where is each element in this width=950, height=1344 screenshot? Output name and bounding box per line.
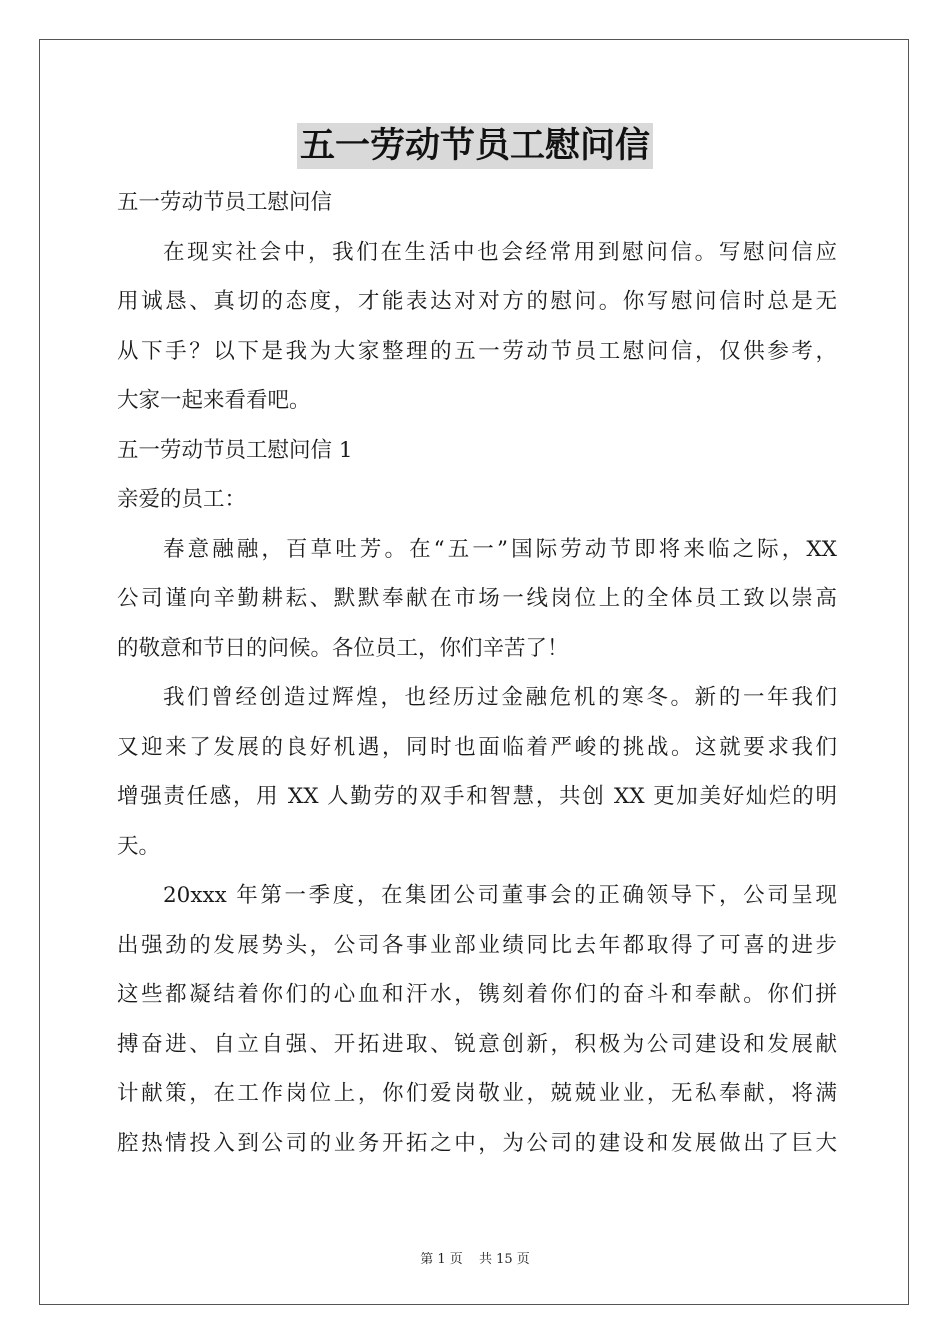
page-number: 第 1 页 xyxy=(420,1252,463,1267)
text-line: 用诚恳、真切的态度，才能表达对对方的慰问。你写慰问信时总是无 xyxy=(117,289,837,314)
document-body xyxy=(117,178,837,1168)
text-line: 20xxx 年第一季度，在集团公司董事会的正确领导下，公司呈现 xyxy=(163,883,837,908)
text-line: 出强劲的发展势头，公司各事业部业绩同比去年都取得了可喜的进步 xyxy=(117,932,837,958)
text-line: 在现实社会中，我们在生活中也会经常用到慰问信。写慰问信应 xyxy=(163,239,837,265)
text-line: 又迎来了发展的良好机遇，同时也面临着严峻的挑战。这就要求我们 xyxy=(117,734,837,760)
text-line: 五一劳动节员工慰问信 1 xyxy=(117,437,353,463)
text-line: 计献策，在工作岗位上，你们爱岗敬业，兢兢业业，无私奉献，将满 xyxy=(117,1081,837,1106)
text-line: 的敬意和节日的问候。各位员工，你们辛苦了！ xyxy=(117,635,569,661)
page-total: 共 15 页 xyxy=(478,1252,530,1267)
text-line: 从下手？以下是我为大家整理的五一劳动节员工慰问信，仅供参考， xyxy=(117,338,837,364)
text-line: 我们曾经创造过辉煌，也经历过金融危机的寒冬。新的一年我们 xyxy=(163,685,837,710)
page-footer xyxy=(0,1248,950,1267)
text-line: 腔热情投入到公司的业务开拓之中，为公司的建设和发展做出了巨大 xyxy=(117,1130,837,1156)
title-container xyxy=(0,123,950,169)
text-line: 搏奋进、自立自强、开拓进取、锐意创新，积极为公司建设和发展献 xyxy=(117,1031,837,1057)
text-line: 春意融融，百草吐芳。在“五一”国际劳动节即将来临之际，XX xyxy=(163,536,837,562)
text-line: 这些都凝结着你们的心血和汗水，镌刻着你们的奋斗和奉献。你们拼 xyxy=(117,982,837,1007)
text-line: 大家一起来看看吧。 xyxy=(117,388,311,413)
text-line: 公司谨向辛勤耕耘、默默奉献在市场一线岗位上的全体员工致以崇高 xyxy=(117,586,837,611)
text-line: 天。 xyxy=(117,833,161,859)
document-title: 五一劳动节员工慰问信 xyxy=(297,123,653,169)
text-line: 五一劳动节员工慰问信 xyxy=(117,190,333,215)
text-line: 增强责任感，用 XX 人勤劳的双手和智慧，共创 XX 更加美好灿烂的明 xyxy=(117,784,837,809)
text-line: 亲爱的员工： xyxy=(117,487,247,512)
